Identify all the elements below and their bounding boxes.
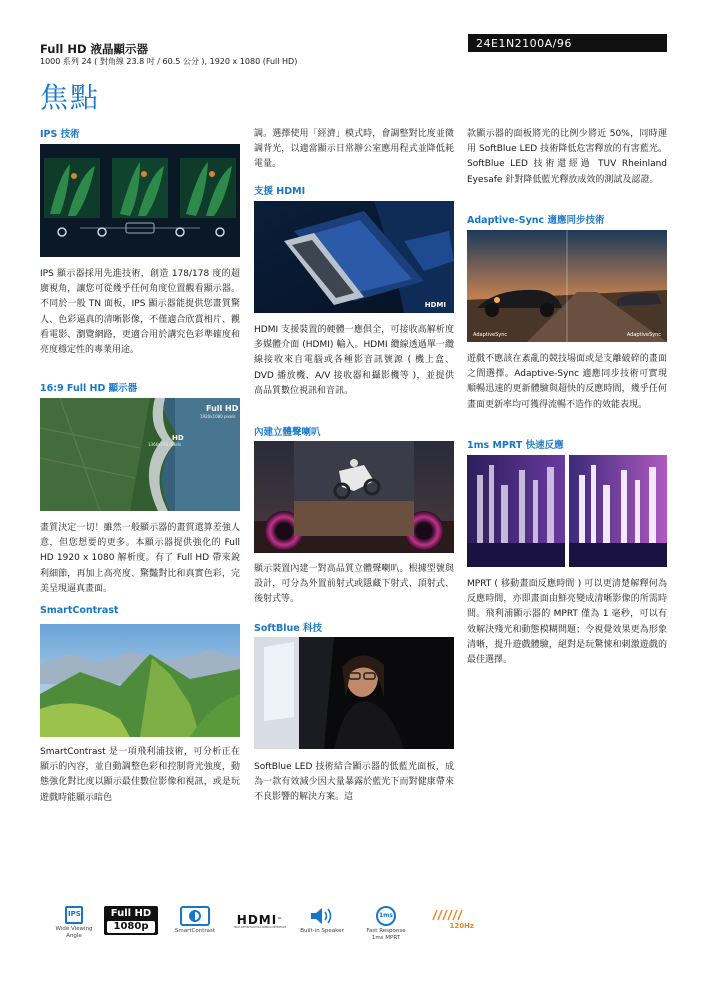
adaptive-sync-car-image	[467, 230, 667, 342]
adaptive-image-right-label: AdaptiveSync	[626, 332, 661, 338]
smartcontrast-icon-caption: SmartContrast	[174, 928, 216, 934]
speaker-text: 顯示裝置內建一對高品質立體聲喇叭。根據型號與設計，可分為外置前射式或隱藏下射式、頂射式、後射式等。	[254, 564, 454, 605]
fullhd-text: 畫質決定一切！雖然一般顯示器的畫質還算差強人意，但您想要的更多。本顯示器提供強化的 Full HD 1920 x 1080 解析度。有了 Full HD 帶來銳利細節，再加上高亮度、驚豔對比和真實色彩，完美呈現逼真畫面。	[40, 523, 240, 594]
hdmi-logo-tm: ™	[277, 917, 284, 923]
fullhd-icon-line1: Full HD	[110, 908, 152, 919]
ips-icon-caption-1: Wide Viewing	[55, 926, 93, 932]
product-title: Full HD 液晶顯示器	[40, 42, 149, 56]
ips-feature-icon	[52, 906, 96, 940]
refresh-rate-icon	[424, 906, 474, 930]
softblue-text: SoftBlue LED 技術結合顯示器的低藍光面板，成為一款有效減少因大量暴露於藍光下而對健康帶來不良影響的解決方案。這	[254, 762, 454, 803]
speaker-icon-caption: Built-in Speaker	[300, 928, 344, 934]
ips-title: IPS 技術	[40, 129, 80, 140]
mprt-icon-caption-1: Fast Response	[366, 928, 406, 934]
model-number: 24E1N2100A/96	[468, 34, 667, 52]
fullhd-image-label: Full HD	[206, 404, 239, 413]
hdmi-cable-image	[254, 201, 454, 313]
fullhd-landscape-image	[40, 398, 240, 511]
ips-icon-caption-2: Angle	[66, 933, 82, 939]
hd-image-sublabel: 1366x768 pixels	[148, 442, 182, 447]
hdmi-logo-subtext: HIGH-DEFINITION MULTIMEDIA INTERFACE	[233, 926, 287, 929]
mprt-icon-caption-2: 1ms MPRT	[371, 935, 401, 941]
adaptive-sync-title: Adaptive-Sync 適應同步技術	[467, 215, 605, 226]
hdmi-text: HDMI 支援裝置的硬體一應俱全，可接收高解析度多媒體介面 (HDMI) 輸入。HDMI 纜線透過單一纜線接收來自電腦或各種影音訊號源 ( 機上盒、DVD 播放機、A/V 接收器和攝影機等 )，並提供高品質數位視訊和音訊。	[254, 325, 454, 396]
fullhd-title: 16:9 Full HD 顯示器	[40, 383, 138, 394]
hdmi-title: 支援 HDMI	[254, 186, 306, 197]
ips-leaf-image	[40, 144, 240, 257]
speaker-motocross-image	[254, 441, 454, 553]
hdmi-image-label: HDMI	[424, 301, 446, 309]
mprt-feature-icon	[358, 906, 414, 942]
smartcontrast-title: SmartContrast	[40, 605, 119, 616]
softblue-woman-image	[254, 637, 454, 749]
mprt-title: 1ms MPRT 快速反應	[467, 440, 564, 451]
built-in-speaker-icon	[294, 906, 350, 935]
ips-icon-label: IPS	[68, 910, 81, 918]
refresh-rate-label: 120Hz	[449, 922, 474, 930]
adaptive-image-left-label: AdaptiveSync	[473, 332, 508, 338]
hdmi-logo-text: HDMI	[236, 913, 278, 927]
col2-continued-text: 調。選擇使用「經濟」模式時，會調整對比度並微調背光，以適當顯示日常辦公室應用程式並降低耗電量。	[254, 129, 454, 170]
hdmi-logo-icon	[232, 914, 288, 929]
fullhd-icon-line2: 1080p	[107, 921, 155, 933]
fullhd-1080p-icon	[104, 906, 158, 935]
smartcontrast-mountain-image	[40, 624, 240, 737]
ips-text: IPS 顯示器採用先進技術，創造 178/178 度的超廣視角，讓您可從幾乎任何角度位置觀看顯示器。不同於一般 TN 面板，IPS 顯示器能提供您畫質驚人、色彩逼真的清晰影像，不僅適合欣賞相片、觀看電影、瀏覽網路，更適合用於講究色彩準確度和亮度穩定性的專業用途。	[40, 269, 240, 356]
smartcontrast-text: SmartContrast 是一項飛利浦技術，可分析正在顯示的內容，並自動調整色彩和控制背光強度，動態強化對比度以顯示最佳數位影像和視訊，或是玩遊戲時能顯示暗色	[40, 747, 240, 803]
mprt-city-image	[467, 455, 667, 567]
softblue-title: SoftBlue 科技	[254, 623, 323, 634]
fullhd-image-sublabel: 1920x1080 pixels	[200, 414, 236, 419]
mprt-icon-badge: 1ms	[376, 906, 396, 926]
mprt-text: MPRT ( 移動畫面反應時間 ) 可以更清楚解釋何為反應時間，亦即畫面由鮮亮變成清晰影像的所需時間。飛利浦顯示器的 MPRT 僅為 1 毫秒，可以有效解決殘光和動態模糊問題；令視覺效果更為形象清晰，提升遊戲體驗，絕對是玩驚悚和刺激遊戲的最佳選擇。	[467, 579, 667, 666]
speaker-title: 內建立體聲喇叭	[254, 427, 321, 438]
page-heading: 焦點	[40, 81, 101, 114]
hd-image-label: HD	[172, 434, 184, 442]
col3-continued-text: 款顯示器的面板將光的比例少將近 50%，同時運用 SoftBlue LED 技術降低危害釋放的有害藍光。SoftBlue LED 技術還經過 TUV Rheinland Eyesafe 針對降低藍光釋放成效的測試及認證。	[467, 129, 667, 185]
product-subtitle: 1000 系列 24 ( 對角線 23.8 吋 / 60.5 公分 ), 1920 x 1080 (Full HD)	[40, 57, 298, 66]
smartcontrast-feature-icon	[168, 906, 222, 935]
adaptive-sync-text: 遊戲不應該在紊亂的競技場面或是支離破碎的畫面之間選擇。Adaptive-Sync 適應同步技術可實現順暢迅速的更新體驗與超快的反應時間，幾乎任何畫面更新率均可獲得流暢不造作的效能表現。	[467, 354, 667, 410]
